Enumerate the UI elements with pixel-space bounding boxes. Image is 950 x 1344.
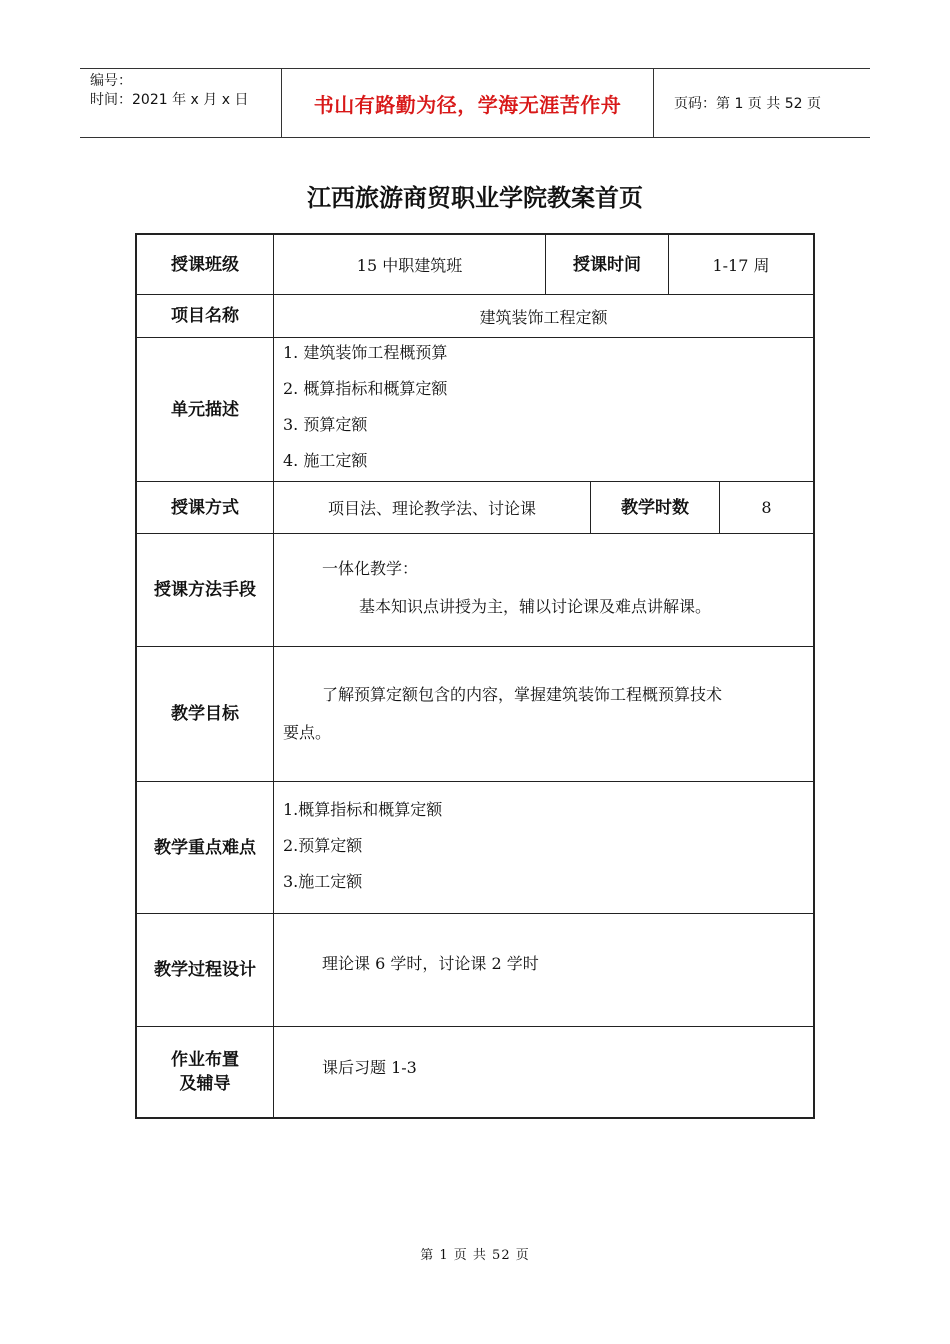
document-header [80,68,870,138]
key-list [283,792,803,900]
mode-value: 项目法、理论教学法、讨论课 [327,499,536,518]
unit-label: 单元描述 [171,399,239,420]
page-footer: 第 1 页 共 52 页 [420,1248,530,1263]
hours-label: 教学时数 [621,497,689,518]
project-value: 建筑装饰工程定额 [479,307,608,327]
header-motto: 书山有路勤为径，学海无涯苦作舟 [282,69,654,137]
hours-value: 8 [761,498,772,517]
project-label: 项目名称 [171,306,239,326]
unit-item: 2. 概算指标和概算定额 [283,379,448,398]
page-info-text: 页码：第 1 页 共 52 页 [674,96,821,112]
homework-label-line-1: 作业布置 [171,1050,239,1070]
class-value: 15 中职建筑班 [356,256,463,275]
homework-label-line-2: 及辅导 [179,1074,231,1094]
unit-item: 1. 建筑装饰工程概预算 [283,343,448,362]
header-meta [80,69,282,137]
homework-label [137,1027,273,1117]
lesson-plan-table [135,233,815,1119]
goal-label: 教学目标 [171,704,239,724]
mode-label: 授课方式 [171,497,239,518]
homework-value: 课后习题 1-3 [322,1058,417,1077]
page-title: 江西旅游商贸职业学院教案首页 [307,184,643,212]
process-value: 理论课 6 学时，讨论课 2 学时 [322,954,539,973]
unit-list [283,335,803,478]
time-value: 1-17 周 [712,256,770,275]
serial-label: 编号： [90,73,132,89]
column-divider [273,235,274,1117]
unit-item: 4. 施工定额 [283,451,368,470]
key-item: 2.预算定额 [283,836,363,855]
goal-line-2: 要点。 [283,723,332,742]
class-label: 授课班级 [171,254,239,275]
method-line-2: 基本知识点讲授为主，辅以讨论课及难点讲解课。 [359,597,712,616]
process-label: 教学过程设计 [154,960,256,980]
time-label: 授课时间 [573,254,641,275]
goal-line-1: 了解预算定额包含的内容，掌握建筑装饰工程概预算技术 [322,685,723,704]
key-item: 1.概算指标和概算定额 [283,800,443,819]
header-page-info [664,69,870,137]
method-line-1: 一体化教学： [322,559,419,578]
key-item: 3.施工定额 [283,872,363,891]
key-label: 教学重点难点 [154,837,256,858]
date-label: 时间：2021 年 x 月 x 日 [90,92,249,108]
method-label: 授课方法手段 [154,580,256,600]
unit-item: 3. 预算定额 [283,415,368,434]
